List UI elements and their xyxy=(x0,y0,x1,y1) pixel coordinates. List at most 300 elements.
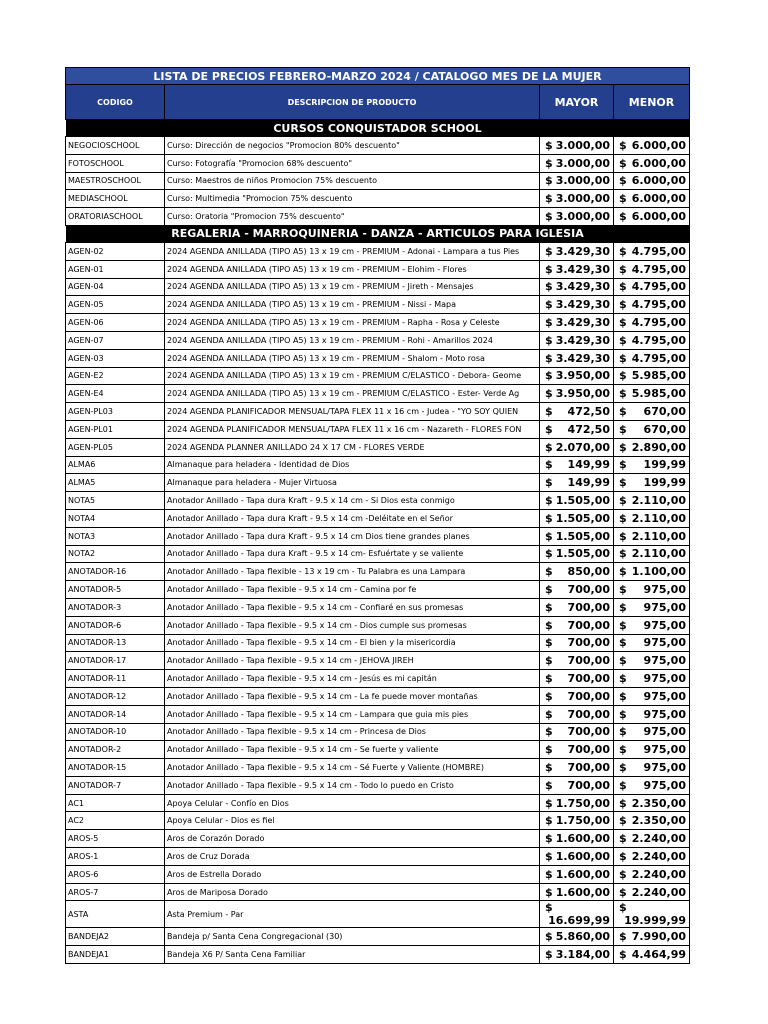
product-description: 2024 AGENDA ANILLADA (TIPO A5) 13 x 19 cm - PREMIUM C/ELASTICO - Ester- Verde Ag xyxy=(165,385,540,403)
product-code: BANDEJA2 xyxy=(66,928,165,946)
price-menor xyxy=(614,367,690,385)
currency-symbol: $ xyxy=(619,351,627,365)
product-description: Aros de Mariposa Dorado xyxy=(165,883,540,901)
product-description: Anotador Anillado - Tapa dura Kraft - 9.5 x 14 cm - Si Dios esta conmigo xyxy=(165,492,540,510)
section-title: REGALERIA - MARROQUINERIA - DANZA - ARTICULOS PARA IGLESIA xyxy=(66,225,690,242)
price-amount: 6.000,00 xyxy=(631,138,686,152)
price-amount: 975,00 xyxy=(643,600,686,614)
currency-symbol: $ xyxy=(545,707,553,721)
currency-symbol: $ xyxy=(545,867,553,881)
price-amount: 19.999,99 xyxy=(624,914,686,928)
price-mayor xyxy=(540,598,614,616)
table-row xyxy=(66,883,690,901)
table-row xyxy=(66,652,690,670)
product-code: AGEN-03 xyxy=(66,349,165,367)
price-mayor xyxy=(540,456,614,474)
table-row xyxy=(66,331,690,349)
currency-symbol: $ xyxy=(545,930,553,944)
product-code: NOTA3 xyxy=(66,527,165,545)
price-amount: 1.600,00 xyxy=(555,832,610,846)
product-code: ANOTADOR-15 xyxy=(66,759,165,777)
section-row xyxy=(66,120,690,137)
price-amount: 1.750,00 xyxy=(555,796,610,810)
currency-symbol: $ xyxy=(545,138,553,152)
table-row xyxy=(66,776,690,794)
product-code: ASTA xyxy=(66,901,165,928)
product-description: Anotador Anillado - Tapa flexible - 9.5 x 14 cm - Lampara que guia mis pies xyxy=(165,705,540,723)
currency-symbol: $ xyxy=(545,849,553,863)
currency-symbol: $ xyxy=(545,672,553,685)
table-row xyxy=(66,705,690,723)
currency-symbol: $ xyxy=(545,689,553,703)
table-row xyxy=(66,741,690,759)
price-mayor xyxy=(540,314,614,332)
price-amount: 5.985,00 xyxy=(631,369,686,383)
price-amount: 3.429,30 xyxy=(555,316,610,330)
price-mayor xyxy=(540,385,614,403)
price-amount: 700,00 xyxy=(567,600,610,614)
product-description: 2024 AGENDA ANILLADA (TIPO A5) 13 x 19 cm - PREMIUM - Elohim - Flores xyxy=(165,260,540,278)
product-code: AGEN-05 xyxy=(66,296,165,314)
currency-symbol: $ xyxy=(619,210,627,224)
price-mayor xyxy=(540,776,614,794)
price-mayor xyxy=(540,154,614,172)
price-menor xyxy=(614,456,690,474)
currency-symbol: $ xyxy=(619,511,627,525)
price-amount: 700,00 xyxy=(567,672,610,685)
price-mayor xyxy=(540,367,614,385)
price-amount: 149,99 xyxy=(567,476,610,490)
price-mayor xyxy=(540,928,614,946)
currency-symbol: $ xyxy=(545,885,553,899)
product-description: Bandeja p/ Santa Cena Congregacional (30) xyxy=(165,928,540,946)
price-menor xyxy=(614,296,690,314)
table-row xyxy=(66,928,690,946)
currency-symbol: $ xyxy=(545,565,553,579)
table-row xyxy=(66,848,690,866)
price-mayor xyxy=(540,705,614,723)
price-amount: 700,00 xyxy=(567,636,610,650)
currency-symbol: $ xyxy=(545,494,553,508)
price-amount: 3.184,00 xyxy=(555,948,610,962)
section-row xyxy=(66,225,690,242)
product-code: ANOTADOR-12 xyxy=(66,687,165,705)
currency-symbol: $ xyxy=(619,405,627,419)
price-amount: 199,99 xyxy=(643,458,686,472)
product-description: Anotador Anillado - Tapa flexible - 13 x 19 cm - Tu Palabra es una Lampara xyxy=(165,563,540,581)
price-mayor xyxy=(540,545,614,563)
currency-symbol: $ xyxy=(619,529,627,543)
price-menor xyxy=(614,705,690,723)
currency-symbol: $ xyxy=(545,298,553,312)
product-description: Aros de Corazón Dorado xyxy=(165,830,540,848)
price-amount: 4.795,00 xyxy=(631,351,686,365)
product-code: AGEN-E4 xyxy=(66,385,165,403)
currency-symbol: $ xyxy=(545,369,553,383)
price-mayor xyxy=(540,242,614,260)
table-row xyxy=(66,172,690,190)
price-menor xyxy=(614,794,690,812)
price-amount: 1.505,00 xyxy=(555,494,610,508)
currency-symbol: $ xyxy=(619,618,627,632)
price-amount: 1.750,00 xyxy=(555,814,610,828)
product-description: 2024 AGENDA PLANIFICADOR MENSUAL/TAPA FLEX 11 x 16 cm - Nazareth - FLORES FON xyxy=(165,420,540,438)
currency-symbol: $ xyxy=(545,422,553,436)
price-menor xyxy=(614,172,690,190)
currency-symbol: $ xyxy=(619,796,627,810)
product-description: Anotador Anillado - Tapa dura Kraft - 9.5 x 14 cm- Esfuértate y se valiente xyxy=(165,545,540,563)
currency-symbol: $ xyxy=(545,760,553,774)
price-amount: 6.000,00 xyxy=(631,156,686,170)
price-mayor xyxy=(540,687,614,705)
price-menor xyxy=(614,563,690,581)
price-menor xyxy=(614,883,690,901)
price-amount: 2.890,00 xyxy=(631,440,686,454)
currency-symbol: $ xyxy=(619,316,627,330)
product-code: AROS-7 xyxy=(66,883,165,901)
price-amount: 2.070,00 xyxy=(555,440,610,454)
product-code: ANOTADOR-2 xyxy=(66,741,165,759)
product-description: Asta Premium - Par xyxy=(165,901,540,928)
currency-symbol: $ xyxy=(619,583,627,597)
currency-symbol: $ xyxy=(619,494,627,508)
product-code: AGEN-07 xyxy=(66,331,165,349)
price-amount: 3.429,30 xyxy=(555,333,610,347)
price-menor xyxy=(614,154,690,172)
currency-symbol: $ xyxy=(619,901,627,915)
table-row xyxy=(66,581,690,599)
price-amount: 2.110,00 xyxy=(631,529,686,543)
currency-symbol: $ xyxy=(619,743,627,757)
table-row xyxy=(66,901,690,928)
currency-symbol: $ xyxy=(619,387,627,401)
product-code: ANOTADOR-10 xyxy=(66,723,165,741)
price-amount: 2.240,00 xyxy=(631,832,686,846)
price-amount: 700,00 xyxy=(567,618,610,632)
product-description: Aros de Cruz Dorada xyxy=(165,848,540,866)
table-row xyxy=(66,830,690,848)
price-mayor xyxy=(540,946,614,964)
product-description: 2024 AGENDA PLANNER ANILLADO 24 X 17 CM - FLORES VERDE xyxy=(165,438,540,456)
price-menor xyxy=(614,865,690,883)
price-amount: 700,00 xyxy=(567,583,610,597)
product-description: Anotador Anillado - Tapa flexible - 9.5 x 14 cm - La fe puede mover montañas xyxy=(165,687,540,705)
currency-symbol: $ xyxy=(545,333,553,347)
product-description: Anotador Anillado - Tapa flexible - 9.5 x 14 cm - Se fuerte y valiente xyxy=(165,741,540,759)
sheet-title: LISTA DE PRECIOS FEBRERO-MARZO 2024 / CATALOGO MES DE LA MUJER xyxy=(66,68,690,85)
price-amount: 2.240,00 xyxy=(631,885,686,899)
price-mayor xyxy=(540,670,614,688)
currency-symbol: $ xyxy=(619,636,627,650)
price-menor xyxy=(614,812,690,830)
table-row xyxy=(66,670,690,688)
currency-symbol: $ xyxy=(545,511,553,525)
price-amount: 5.860,00 xyxy=(555,930,610,944)
price-mayor xyxy=(540,420,614,438)
currency-symbol: $ xyxy=(619,832,627,846)
currency-symbol: $ xyxy=(545,901,553,915)
table-row xyxy=(66,367,690,385)
currency-symbol: $ xyxy=(619,422,627,436)
price-mayor xyxy=(540,794,614,812)
currency-symbol: $ xyxy=(545,440,553,454)
price-mayor xyxy=(540,616,614,634)
product-description: Curso: Multimedia "Promocion 75% descuento xyxy=(165,190,540,208)
currency-symbol: $ xyxy=(545,654,553,668)
currency-symbol: $ xyxy=(545,262,553,276)
currency-symbol: $ xyxy=(619,814,627,828)
price-amount: 975,00 xyxy=(643,672,686,685)
product-code: ANOTADOR-14 xyxy=(66,705,165,723)
product-code: MAESTROSCHOOL xyxy=(66,172,165,190)
price-amount: 975,00 xyxy=(643,743,686,757)
table-row xyxy=(66,545,690,563)
currency-symbol: $ xyxy=(545,636,553,650)
product-code: ANOTADOR-13 xyxy=(66,634,165,652)
price-menor xyxy=(614,776,690,794)
table-row xyxy=(66,420,690,438)
product-code: AC2 xyxy=(66,812,165,830)
product-code: ANOTADOR-11 xyxy=(66,670,165,688)
table-row xyxy=(66,794,690,812)
product-description: Curso: Fotografía "Promocion 68% descuento" xyxy=(165,154,540,172)
currency-symbol: $ xyxy=(619,244,627,258)
product-code: AGEN-01 xyxy=(66,260,165,278)
price-mayor xyxy=(540,634,614,652)
currency-symbol: $ xyxy=(619,565,627,579)
price-mayor xyxy=(540,492,614,510)
product-code: ALMA6 xyxy=(66,456,165,474)
product-description: Anotador Anillado - Tapa dura Kraft - 9.5 x 14 cm Dios tiene grandes planes xyxy=(165,527,540,545)
currency-symbol: $ xyxy=(619,948,627,962)
price-menor xyxy=(614,208,690,226)
price-mayor xyxy=(540,172,614,190)
price-menor xyxy=(614,616,690,634)
currency-symbol: $ xyxy=(619,600,627,614)
price-amount: 3.429,30 xyxy=(555,351,610,365)
price-amount: 472,50 xyxy=(567,422,610,436)
price-mayor xyxy=(540,190,614,208)
price-amount: 3.000,00 xyxy=(555,192,610,206)
product-description: Aros de Estrella Dorado xyxy=(165,865,540,883)
price-amount: 975,00 xyxy=(643,707,686,721)
price-mayor xyxy=(540,581,614,599)
currency-symbol: $ xyxy=(545,814,553,828)
price-list-body xyxy=(66,68,690,964)
currency-symbol: $ xyxy=(619,333,627,347)
currency-symbol: $ xyxy=(619,440,627,454)
table-row xyxy=(66,474,690,492)
price-mayor xyxy=(540,865,614,883)
product-description: Curso: Dirección de negocios "Promocion 80% descuento" xyxy=(165,137,540,155)
product-description: Anotador Anillado - Tapa flexible - 9.5 x 14 cm - Confiaré en sus promesas xyxy=(165,598,540,616)
price-menor xyxy=(614,349,690,367)
title-row xyxy=(66,68,690,85)
header-descripcion: DESCRIPCION DE PRODUCTO xyxy=(165,85,540,120)
table-row xyxy=(66,438,690,456)
price-menor xyxy=(614,492,690,510)
price-menor xyxy=(614,545,690,563)
currency-symbol: $ xyxy=(545,210,553,224)
currency-symbol: $ xyxy=(619,725,627,739)
currency-symbol: $ xyxy=(545,743,553,757)
table-row xyxy=(66,190,690,208)
price-menor xyxy=(614,403,690,421)
product-description: Anotador Anillado - Tapa flexible - 9.5 x 14 cm - Sé Fuerte y Valiente (HOMBRE) xyxy=(165,759,540,777)
table-row xyxy=(66,563,690,581)
currency-symbol: $ xyxy=(545,832,553,846)
price-amount: 149,99 xyxy=(567,458,610,472)
table-row xyxy=(66,260,690,278)
price-menor xyxy=(614,242,690,260)
price-amount: 2.350,00 xyxy=(631,814,686,828)
price-menor xyxy=(614,190,690,208)
product-code: NOTA4 xyxy=(66,509,165,527)
currency-symbol: $ xyxy=(545,583,553,597)
currency-symbol: $ xyxy=(545,778,553,792)
currency-symbol: $ xyxy=(619,298,627,312)
product-code: AC1 xyxy=(66,794,165,812)
section-title: CURSOS CONQUISTADOR SCHOOL xyxy=(66,120,690,137)
product-code: AGEN-06 xyxy=(66,314,165,332)
currency-symbol: $ xyxy=(619,547,627,561)
product-description: 2024 AGENDA ANILLADA (TIPO A5) 13 x 19 cm - PREMIUM C/ELASTICO - Debora- Geome xyxy=(165,367,540,385)
product-code: AGEN-02 xyxy=(66,242,165,260)
price-menor xyxy=(614,137,690,155)
currency-symbol: $ xyxy=(545,244,553,258)
price-amount: 2.240,00 xyxy=(631,849,686,863)
product-code: ANOTADOR-5 xyxy=(66,581,165,599)
price-amount: 2.110,00 xyxy=(631,494,686,508)
price-mayor xyxy=(540,331,614,349)
table-row xyxy=(66,509,690,527)
price-amount: 670,00 xyxy=(643,422,686,436)
currency-symbol: $ xyxy=(619,760,627,774)
product-description: Anotador Anillado - Tapa flexible - 9.5 x 14 cm - El bien y la misericordia xyxy=(165,634,540,652)
product-description: Anotador Anillado - Tapa flexible - 9.5 x 14 cm - Todo lo puedo en Cristo xyxy=(165,776,540,794)
price-amount: 1.505,00 xyxy=(555,547,610,561)
price-menor xyxy=(614,670,690,688)
price-amount: 1.600,00 xyxy=(555,885,610,899)
price-amount: 199,99 xyxy=(643,476,686,490)
product-description: Almanaque para heladera - Mujer Virtuosa xyxy=(165,474,540,492)
product-code: ANOTADOR-16 xyxy=(66,563,165,581)
currency-symbol: $ xyxy=(619,138,627,152)
price-menor xyxy=(614,438,690,456)
price-menor xyxy=(614,260,690,278)
product-description: 2024 AGENDA ANILLADA (TIPO A5) 13 x 19 cm - PREMIUM - Shalom - Moto rosa xyxy=(165,349,540,367)
product-description: 2024 AGENDA ANILLADA (TIPO A5) 13 x 19 cm - PREMIUM - Adonai - Lampara a tus Pies xyxy=(165,242,540,260)
price-amount: 975,00 xyxy=(643,636,686,650)
product-description: 2024 AGENDA ANILLADA (TIPO A5) 13 x 19 cm - PREMIUM - Jireth - Mensajes xyxy=(165,278,540,296)
currency-symbol: $ xyxy=(619,778,627,792)
price-amount: 4.795,00 xyxy=(631,262,686,276)
price-amount: 5.985,00 xyxy=(631,387,686,401)
product-description: 2024 AGENDA ANILLADA (TIPO A5) 13 x 19 cm - PREMIUM - Nissi - Mapa xyxy=(165,296,540,314)
product-code: ORATORIASCHOOL xyxy=(66,208,165,226)
product-description: Curso: Maestros de niños Promocion 75% descuento xyxy=(165,172,540,190)
price-amount: 2.110,00 xyxy=(631,511,686,525)
currency-symbol: $ xyxy=(619,849,627,863)
product-code: FOTOSCHOOL xyxy=(66,154,165,172)
price-amount: 3.429,30 xyxy=(555,262,610,276)
header-row xyxy=(66,85,690,120)
currency-symbol: $ xyxy=(545,192,553,206)
price-amount: 3.000,00 xyxy=(555,174,610,188)
currency-symbol: $ xyxy=(545,547,553,561)
price-menor xyxy=(614,278,690,296)
table-row xyxy=(66,492,690,510)
currency-symbol: $ xyxy=(545,156,553,170)
product-code: AGEN-04 xyxy=(66,278,165,296)
price-amount: 850,00 xyxy=(567,565,610,579)
product-code: AROS-6 xyxy=(66,865,165,883)
table-row xyxy=(66,208,690,226)
price-list-table xyxy=(65,67,690,964)
price-amount: 6.000,00 xyxy=(631,210,686,224)
price-mayor xyxy=(540,901,614,928)
price-menor xyxy=(614,527,690,545)
price-amount: 1.100,00 xyxy=(631,565,686,579)
header-mayor: MAYOR xyxy=(540,85,614,120)
product-code: AROS-5 xyxy=(66,830,165,848)
currency-symbol: $ xyxy=(545,618,553,632)
currency-symbol: $ xyxy=(545,458,553,472)
price-amount: 700,00 xyxy=(567,760,610,774)
table-row xyxy=(66,296,690,314)
price-mayor xyxy=(540,652,614,670)
table-row xyxy=(66,403,690,421)
currency-symbol: $ xyxy=(619,707,627,721)
product-description: Apoya Celular - Dios es fiel xyxy=(165,812,540,830)
currency-symbol: $ xyxy=(619,280,627,294)
table-row xyxy=(66,154,690,172)
table-row xyxy=(66,314,690,332)
product-description: Anotador Anillado - Tapa flexible - 9.5 x 14 cm - Jesús es mi capitán xyxy=(165,670,540,688)
price-amount: 1.505,00 xyxy=(555,511,610,525)
product-code: ANOTADOR-7 xyxy=(66,776,165,794)
price-amount: 3.429,30 xyxy=(555,298,610,312)
table-row xyxy=(66,759,690,777)
price-menor xyxy=(614,759,690,777)
price-amount: 2.240,00 xyxy=(631,867,686,881)
product-description: Almanaque para heladera - Identidad de Dios xyxy=(165,456,540,474)
currency-symbol: $ xyxy=(545,600,553,614)
price-amount: 6.000,00 xyxy=(631,174,686,188)
table-row xyxy=(66,723,690,741)
price-amount: 4.464,99 xyxy=(631,948,686,962)
table-row xyxy=(66,527,690,545)
price-menor xyxy=(614,420,690,438)
currency-symbol: $ xyxy=(545,405,553,419)
currency-symbol: $ xyxy=(545,387,553,401)
table-row xyxy=(66,278,690,296)
table-row xyxy=(66,349,690,367)
price-menor xyxy=(614,634,690,652)
currency-symbol: $ xyxy=(545,796,553,810)
table-row xyxy=(66,598,690,616)
price-amount: 4.795,00 xyxy=(631,333,686,347)
product-code: MEDIASCHOOL xyxy=(66,190,165,208)
price-mayor xyxy=(540,527,614,545)
price-amount: 2.350,00 xyxy=(631,796,686,810)
price-mayor xyxy=(540,741,614,759)
table-row xyxy=(66,687,690,705)
table-row xyxy=(66,137,690,155)
product-code: AROS-1 xyxy=(66,848,165,866)
price-amount: 975,00 xyxy=(643,778,686,792)
currency-symbol: $ xyxy=(619,156,627,170)
